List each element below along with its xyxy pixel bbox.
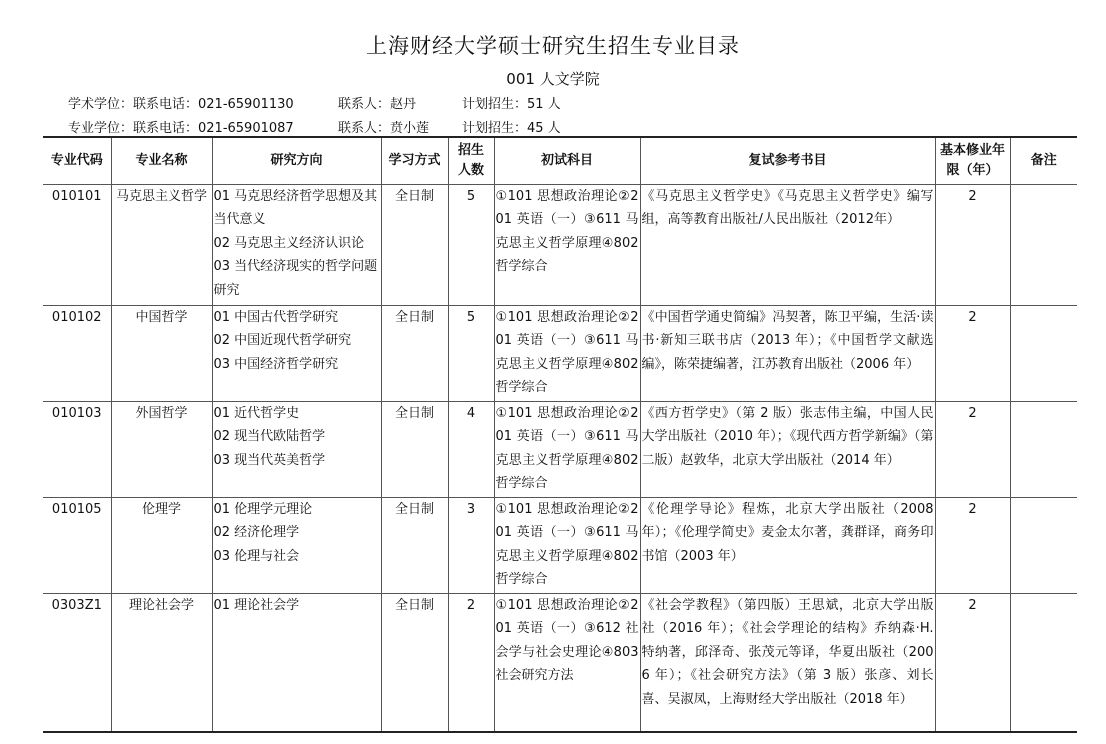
header-notes: 备注	[1010, 137, 1077, 184]
cell-exam: ①101 思想政治理论②201 英语（一）③611 马克思主义哲学原理④802 哲学综合	[494, 184, 640, 305]
cell-notes	[1010, 401, 1077, 497]
cell-quota: 5	[448, 305, 494, 401]
cell-mode: 全日制	[381, 593, 448, 732]
cell-code: 010105	[43, 497, 111, 593]
cell-years: 2	[935, 497, 1010, 593]
cell-code: 010103	[43, 401, 111, 497]
header-quota-line2: 人数	[457, 162, 484, 178]
header-years	[935, 137, 1010, 184]
direction-item: 01 伦理学元理论	[213, 501, 313, 517]
cell-quota: 5	[448, 184, 494, 305]
header-code: 专业代码	[43, 137, 111, 184]
cell-exam: ①101 思想政治理论②201 英语（一）③611 马克思主义哲学原理④802 哲学综合	[494, 305, 640, 401]
direction-item: 02 马克思主义经济认识论	[213, 235, 365, 251]
cell-name: 理论社会学	[111, 593, 212, 732]
direction-item: 02 经济伦理学	[213, 525, 300, 540]
direction-item: 01 中国古代哲学研究	[213, 309, 339, 325]
professional-contact-person: 联系人：贲小莲	[338, 121, 430, 136]
cell-mode: 全日制	[381, 305, 448, 401]
direction-item: 01 近代哲学史	[213, 405, 300, 421]
cell-years: 2	[935, 593, 1010, 732]
cell-mode: 全日制	[381, 497, 448, 593]
professional-phone: 专业学位：联系电话：021-65901087	[68, 121, 294, 136]
header-reference: 复试参考书目	[640, 137, 935, 184]
table-header-row	[43, 137, 1077, 184]
cell-reference: 《社会学教程》（第四版）王思斌，北京大学出版社（2016 年）；《社会学理论的结构》乔纳森·H. 特纳著，邱泽奇、张茂元等译，华夏出版社（2006 年）；《社会研究方法》（第 3 版）张彦、刘长喜、吴淑凤，上海财经大学出版社（2018 年）	[640, 593, 935, 732]
school-subtitle: 001 人文学院	[506, 70, 600, 88]
cell-reference: 《伦理学导论》程炼，北京大学出版社（2008 年）；《伦理学简史》麦金太尔著，龚群译，商务印书馆（2003 年）	[640, 497, 935, 593]
cell-quota: 3	[448, 497, 494, 593]
cell-notes	[1010, 497, 1077, 593]
direction-item: 03 伦理与社会	[213, 548, 300, 564]
header-mode: 学习方式	[381, 137, 448, 184]
direction-item: 03 现当代英美哲学	[213, 452, 326, 468]
cell-years: 2	[935, 305, 1010, 401]
cell-code: 010101	[43, 184, 111, 305]
academic-contact-person: 联系人：赵丹	[338, 97, 417, 112]
header-quota	[448, 137, 494, 184]
cell-directions	[212, 305, 381, 401]
program-catalog-table	[43, 136, 1077, 733]
cell-mode: 全日制	[381, 184, 448, 305]
academic-quota: 计划招生：51 人	[462, 97, 561, 112]
cell-name: 外国哲学	[111, 401, 212, 497]
cell-code: 010102	[43, 305, 111, 401]
table-row	[43, 593, 1077, 732]
cell-code: 0303Z1	[43, 593, 111, 732]
cell-name: 中国哲学	[111, 305, 212, 401]
cell-reference: 《中国哲学通史简编》冯契著，陈卫平编，生活·读书·新知三联书店（2013 年）；《中国哲学文献选编》，陈荣捷编著，江苏教育出版社（2006 年）	[640, 305, 935, 401]
cell-exam: ①101 思想政治理论②201 英语（一）③611 马克思主义哲学原理④802 哲学综合	[494, 497, 640, 593]
table-row	[43, 497, 1077, 593]
cell-mode: 全日制	[381, 401, 448, 497]
table-row	[43, 401, 1077, 497]
cell-years: 2	[935, 401, 1010, 497]
cell-notes	[1010, 593, 1077, 732]
cell-notes	[1010, 184, 1077, 305]
cell-name: 伦理学	[111, 497, 212, 593]
header-quota-line1: 招生	[457, 142, 484, 158]
cell-exam: ①101 思想政治理论②201 英语（一）③611 马克思主义哲学原理④802 哲学综合	[494, 401, 640, 497]
table-row	[43, 184, 1077, 305]
header-direction: 研究方向	[212, 137, 381, 184]
cell-exam: ①101 思想政治理论②201 英语（一）③612 社会学与社会史理论④803 社会研究方法	[494, 593, 640, 732]
cell-reference: 《马克思主义哲学史》《马克思主义哲学史》编写组，高等教育出版社/人民出版社（2012年）	[640, 184, 935, 305]
direction-item: 02 现当代欧陆哲学	[213, 429, 326, 444]
table-row	[43, 305, 1077, 401]
professional-quota: 计划招生：45 人	[462, 121, 561, 136]
page-title: 上海财经大学硕士研究生招生专业目录	[366, 34, 740, 58]
cell-directions	[212, 401, 381, 497]
academic-phone: 学术学位：联系电话：021-65901130	[68, 97, 294, 112]
cell-directions	[212, 497, 381, 593]
direction-item: 02 中国近现代哲学研究	[213, 333, 352, 348]
cell-notes	[1010, 305, 1077, 401]
cell-quota: 2	[448, 593, 494, 732]
cell-years: 2	[935, 184, 1010, 305]
cell-quota: 4	[448, 401, 494, 497]
cell-directions	[212, 184, 381, 305]
header-years-line1: 基本修业年	[939, 142, 1005, 158]
cell-directions	[212, 593, 381, 732]
direction-item: 01 马克思经济哲学思想及其当代意义	[213, 188, 378, 227]
direction-item: 01 理论社会学	[213, 597, 300, 613]
header-name: 专业名称	[111, 137, 212, 184]
cell-reference: 《西方哲学史》（第 2 版）张志伟主编，中国人民大学出版社（2010 年）；《现代西方哲学新编》（第二版）赵敦华，北京大学出版社（2014 年）	[640, 401, 935, 497]
header-years-line2: 限（年）	[946, 162, 999, 178]
direction-item: 03 中国经济哲学研究	[213, 356, 339, 372]
header-exam: 初试科目	[494, 137, 640, 184]
cell-name: 马克思主义哲学	[111, 184, 212, 305]
direction-item: 03 当代经济现实的哲学问题研究	[213, 259, 378, 298]
